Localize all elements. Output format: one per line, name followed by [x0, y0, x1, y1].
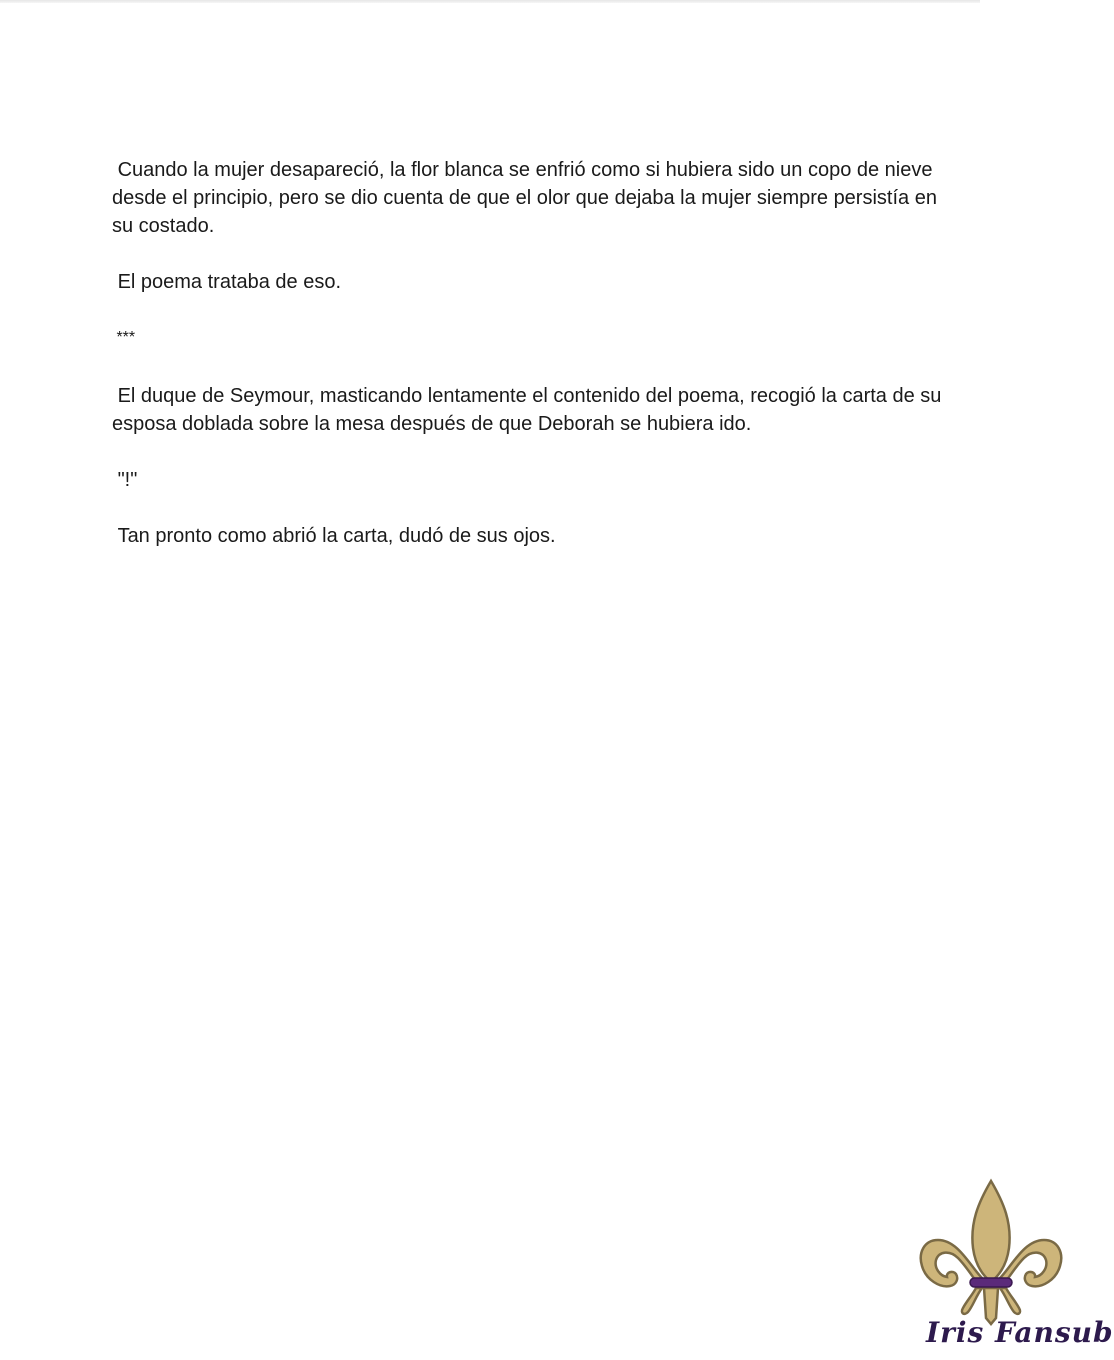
- paragraph-5: Tan pronto como abrió la carta, dudó de sus ojos.: [112, 525, 556, 547]
- paragraph-3: El duque de Seymour, masticando lentamente el contenido del poema, recogió la carta de su esposa doblada sobre la mesa después de que Deborah se hubiera ido.: [112, 385, 947, 435]
- paragraph-1: Cuando la mujer desapareció, la flor blanca se enfrió como si hubiera sido un copo de nieve desde el principio, pero se dio cuenta de que el olor que dejaba la mujer siempre persistía en su costado.: [112, 159, 943, 237]
- document-body: [112, 156, 947, 578]
- watermark-text: Iris Fansub: [926, 1316, 1114, 1349]
- paragraph-4: "!": [112, 469, 138, 491]
- paragraph-2: El poema trataba de eso.: [112, 271, 342, 293]
- top-edge-shadow: [0, 0, 980, 3]
- watermark: [918, 1178, 1114, 1358]
- fleur-de-lis-icon: [918, 1178, 1068, 1328]
- scene-separator: ***: [112, 329, 136, 346]
